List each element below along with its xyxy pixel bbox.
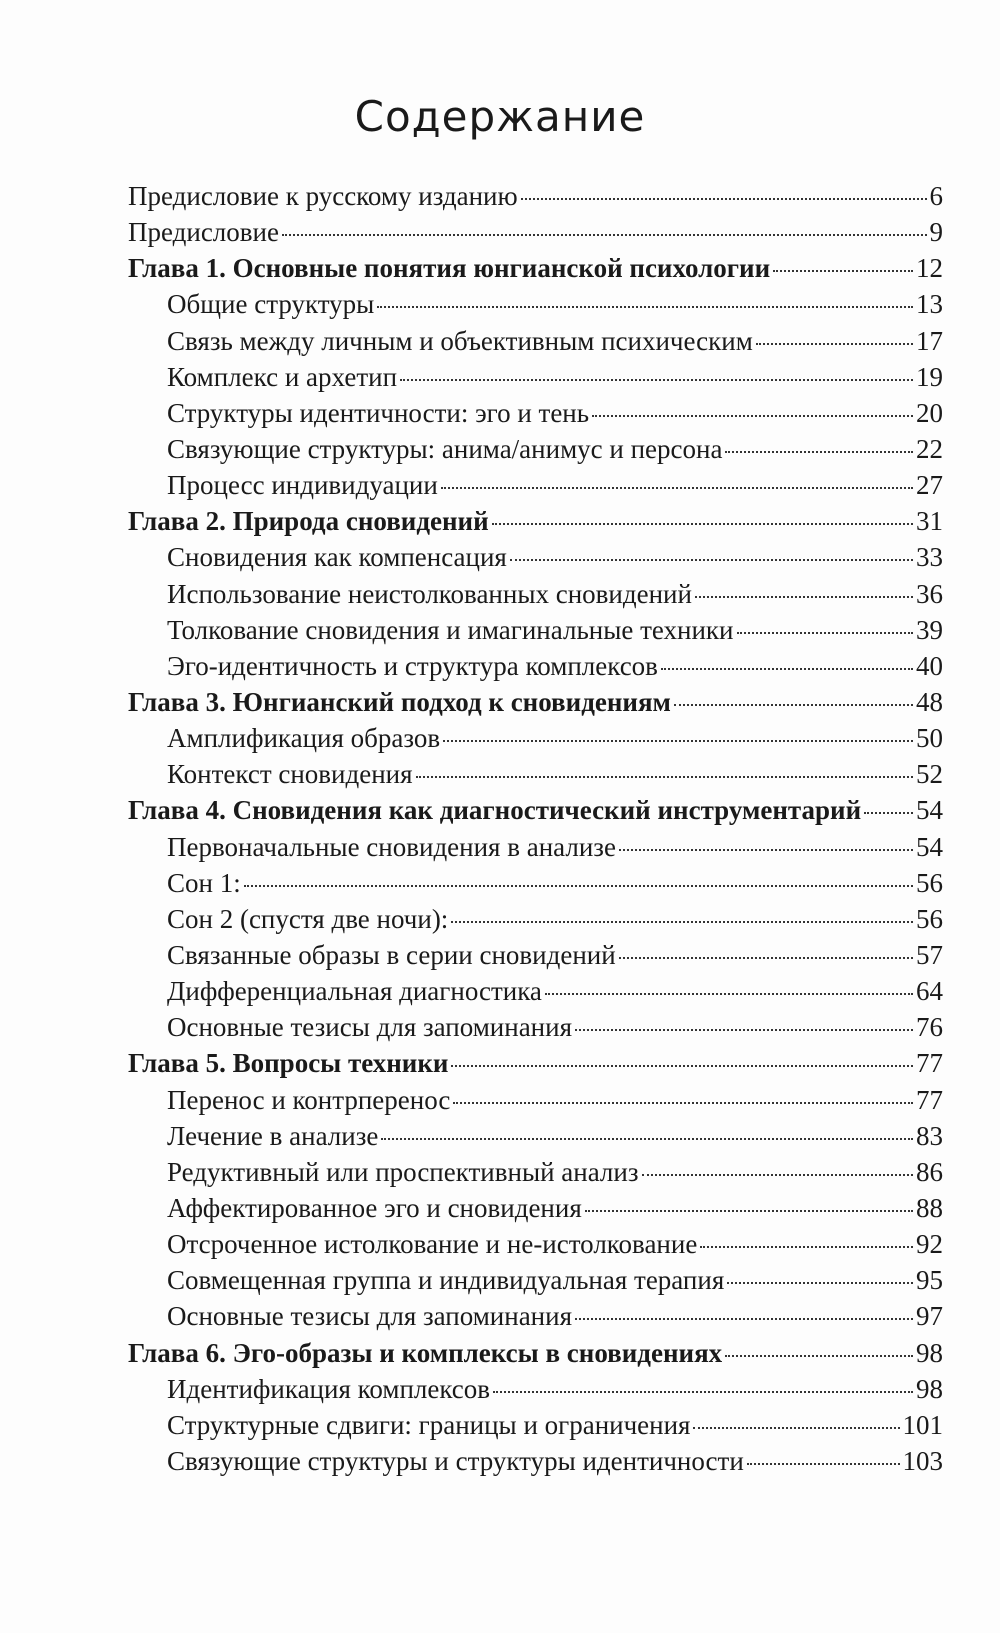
dot-leader	[492, 523, 913, 525]
toc-page-number: 39	[916, 614, 943, 645]
toc-entry	[128, 178, 943, 214]
toc-chapter-entry	[128, 792, 943, 828]
toc-entry	[128, 1118, 943, 1154]
toc-chapter-entry	[128, 1335, 943, 1371]
toc-page-number: 56	[916, 867, 943, 898]
toc-entry-title: Структурные сдвиги: границы и ограничения	[167, 1409, 691, 1440]
toc-entry-title: Толкование сновидения и имагинальные техники	[167, 614, 734, 645]
dot-leader	[773, 270, 913, 272]
dot-leader	[737, 632, 914, 634]
toc-chapter-entry	[128, 250, 943, 286]
dot-leader	[661, 668, 913, 670]
toc-page-number: 20	[916, 397, 943, 428]
toc-entry-title: Перенос и контрперенос	[167, 1084, 451, 1115]
dot-leader	[510, 559, 913, 561]
table-of-contents	[128, 178, 943, 1479]
toc-entry-title: Контекст сновидения	[167, 759, 413, 790]
toc-entry	[128, 720, 943, 756]
toc-entry	[128, 937, 943, 973]
dot-leader	[400, 379, 913, 381]
toc-page-number: 97	[916, 1301, 943, 1332]
toc-entry-title: Общие структуры	[167, 289, 375, 320]
dot-leader	[725, 1355, 913, 1357]
toc-entry-title: Глава 2. Природа сновидений	[128, 506, 489, 537]
toc-entry-title: Комплекс и архетип	[167, 361, 398, 392]
dot-leader	[282, 234, 927, 236]
dot-leader	[700, 1246, 913, 1248]
dot-leader	[493, 1391, 913, 1393]
toc-page-number: 9	[929, 217, 943, 248]
toc-entry	[128, 1371, 943, 1407]
dot-leader	[642, 1174, 913, 1176]
toc-page-number: 13	[916, 289, 943, 320]
toc-page-number: 22	[916, 433, 943, 464]
dot-leader	[619, 849, 913, 851]
toc-page-number: 57	[916, 939, 943, 970]
toc-page-number: 88	[916, 1192, 943, 1223]
toc-entry-title: Амплификация образов	[167, 723, 441, 754]
toc-page-number: 76	[916, 1012, 943, 1043]
toc-page-number: 27	[916, 470, 943, 501]
toc-entry-title: Глава 4. Сновидения как диагностический инструментарий	[128, 795, 862, 826]
toc-entry	[128, 395, 943, 431]
toc-entry-title: Редуктивный или проспективный анализ	[167, 1156, 639, 1187]
toc-entry-title: Отсроченное истолкование и не-истолкование	[167, 1229, 698, 1260]
toc-entry	[128, 576, 943, 612]
toc-page-number: 50	[916, 723, 943, 754]
toc-entry-title: Связь между личным и объективным психическим	[167, 325, 753, 356]
toc-entry-title: Лечение в анализе	[167, 1120, 379, 1151]
toc-entry-title: Эго-идентичность и структура комплексов	[167, 650, 658, 681]
dot-leader	[416, 776, 913, 778]
toc-entry-title: Сон 2 (спустя две ночи):	[167, 903, 449, 934]
toc-entry	[128, 865, 943, 901]
toc-chapter-entry	[128, 684, 943, 720]
dot-leader	[443, 740, 913, 742]
toc-page-number: 64	[916, 976, 943, 1007]
toc-entry	[128, 431, 943, 467]
dot-leader	[381, 1138, 913, 1140]
toc-page-number: 103	[902, 1445, 943, 1476]
dot-leader	[756, 343, 913, 345]
toc-page-number: 31	[916, 506, 943, 537]
dot-leader	[545, 993, 913, 995]
toc-entry-title: Дифференциальная диагностика	[167, 976, 542, 1007]
toc-page-number: 56	[916, 903, 943, 934]
toc-entry-title: Сон 1:	[167, 867, 241, 898]
toc-entry	[128, 1407, 943, 1443]
toc-entry-title: Глава 1. Основные понятия юнгианской психологии	[128, 253, 771, 284]
toc-entry	[128, 286, 943, 322]
toc-entry-title: Связующие структуры: анима/анимус и персона	[167, 433, 723, 464]
toc-entry-title: Идентификация комплексов	[167, 1373, 491, 1404]
toc-entry-title: Структуры идентичности: эго и тень	[167, 397, 590, 428]
toc-page-number: 12	[916, 253, 943, 284]
dot-leader	[585, 1210, 913, 1212]
toc-entry	[128, 648, 943, 684]
page-title: Содержание	[354, 92, 646, 141]
toc-entry	[128, 1154, 943, 1190]
dot-leader	[244, 885, 913, 887]
toc-entry	[128, 973, 943, 1009]
toc-entry	[128, 901, 943, 937]
toc-entry	[128, 1298, 943, 1334]
dot-leader	[864, 812, 913, 814]
toc-entry-title: Предисловие к русскому изданию	[128, 181, 518, 211]
toc-page-number: 52	[916, 759, 943, 790]
toc-page-number: 83	[916, 1120, 943, 1151]
toc-chapter-entry	[128, 1045, 943, 1081]
toc-page-number: 101	[902, 1409, 943, 1440]
toc-entry-title: Основные тезисы для запоминания	[167, 1012, 572, 1043]
toc-entry	[128, 1009, 943, 1045]
toc-entry	[128, 467, 943, 503]
toc-page-number: 77	[916, 1048, 943, 1079]
toc-page-number: 54	[916, 795, 943, 826]
toc-entry	[128, 539, 943, 575]
dot-leader	[377, 306, 913, 308]
toc-page-number: 92	[916, 1229, 943, 1260]
toc-page-number: 77	[916, 1084, 943, 1115]
toc-page-number: 19	[916, 361, 943, 392]
toc-entry	[128, 323, 943, 359]
toc-entry-title: Глава 3. Юнгианский подход к сновидениям	[128, 686, 671, 717]
toc-entry	[128, 612, 943, 648]
toc-entry-title: Предисловие	[128, 217, 279, 248]
toc-entry	[128, 1190, 943, 1226]
dot-leader	[441, 487, 913, 489]
toc-entry-title: Первоначальные сновидения в анализе	[167, 831, 616, 862]
toc-page-number: 54	[916, 831, 943, 862]
toc-entry	[128, 756, 943, 792]
dot-leader	[453, 1102, 913, 1104]
toc-entry-title: Основные тезисы для запоминания	[167, 1301, 572, 1332]
toc-entry-title: Совмещенная группа и индивидуальная терапия	[167, 1265, 725, 1296]
dot-leader	[727, 1282, 913, 1284]
toc-page-number: 95	[916, 1265, 943, 1296]
toc-entry	[128, 359, 943, 395]
toc-entry-title: Глава 5. Вопросы техники	[128, 1048, 449, 1079]
toc-entry	[128, 1262, 943, 1298]
toc-entry-title: Процесс индивидуации	[167, 470, 438, 501]
dot-leader	[575, 1029, 913, 1031]
toc-page-number: 48	[916, 686, 943, 717]
toc-chapter-entry	[128, 503, 943, 539]
toc-entry	[128, 214, 943, 250]
toc-page-number: 33	[916, 542, 943, 573]
toc-entry-title: Сновидения как компенсация	[167, 542, 507, 573]
dot-leader	[725, 451, 913, 453]
toc-entry	[128, 1226, 943, 1262]
toc-entry	[128, 1082, 943, 1118]
toc-entry-title: Связующие структуры и структуры идентичности	[167, 1445, 744, 1476]
dot-leader	[619, 957, 913, 959]
toc-page-number: 86	[916, 1156, 943, 1187]
dot-leader	[747, 1463, 900, 1465]
toc-entry	[128, 829, 943, 865]
toc-entry-title: Связанные образы в серии сновидений	[167, 939, 616, 970]
dot-leader	[695, 596, 913, 598]
dot-leader	[451, 921, 913, 923]
dot-leader	[674, 704, 913, 706]
dot-leader	[693, 1427, 899, 1429]
dot-leader	[575, 1318, 913, 1320]
toc-page-number: 98	[916, 1337, 943, 1368]
dot-leader	[592, 415, 913, 417]
toc-page-number: 17	[916, 325, 943, 356]
toc-entry-title: Глава 6. Эго-образы и комплексы в сновидениях	[128, 1337, 723, 1368]
dot-leader	[521, 198, 927, 200]
toc-page-number: 36	[916, 578, 943, 609]
toc-entry-title: Использование неистолкованных сновидений	[167, 578, 692, 609]
toc-page-number: 40	[916, 650, 943, 681]
dot-leader	[451, 1065, 913, 1067]
toc-page-number: 6	[929, 181, 943, 211]
toc-entry-title: Аффектированное эго и сновидения	[167, 1192, 582, 1223]
toc-entry	[128, 1443, 943, 1479]
toc-page-number: 98	[916, 1373, 943, 1404]
